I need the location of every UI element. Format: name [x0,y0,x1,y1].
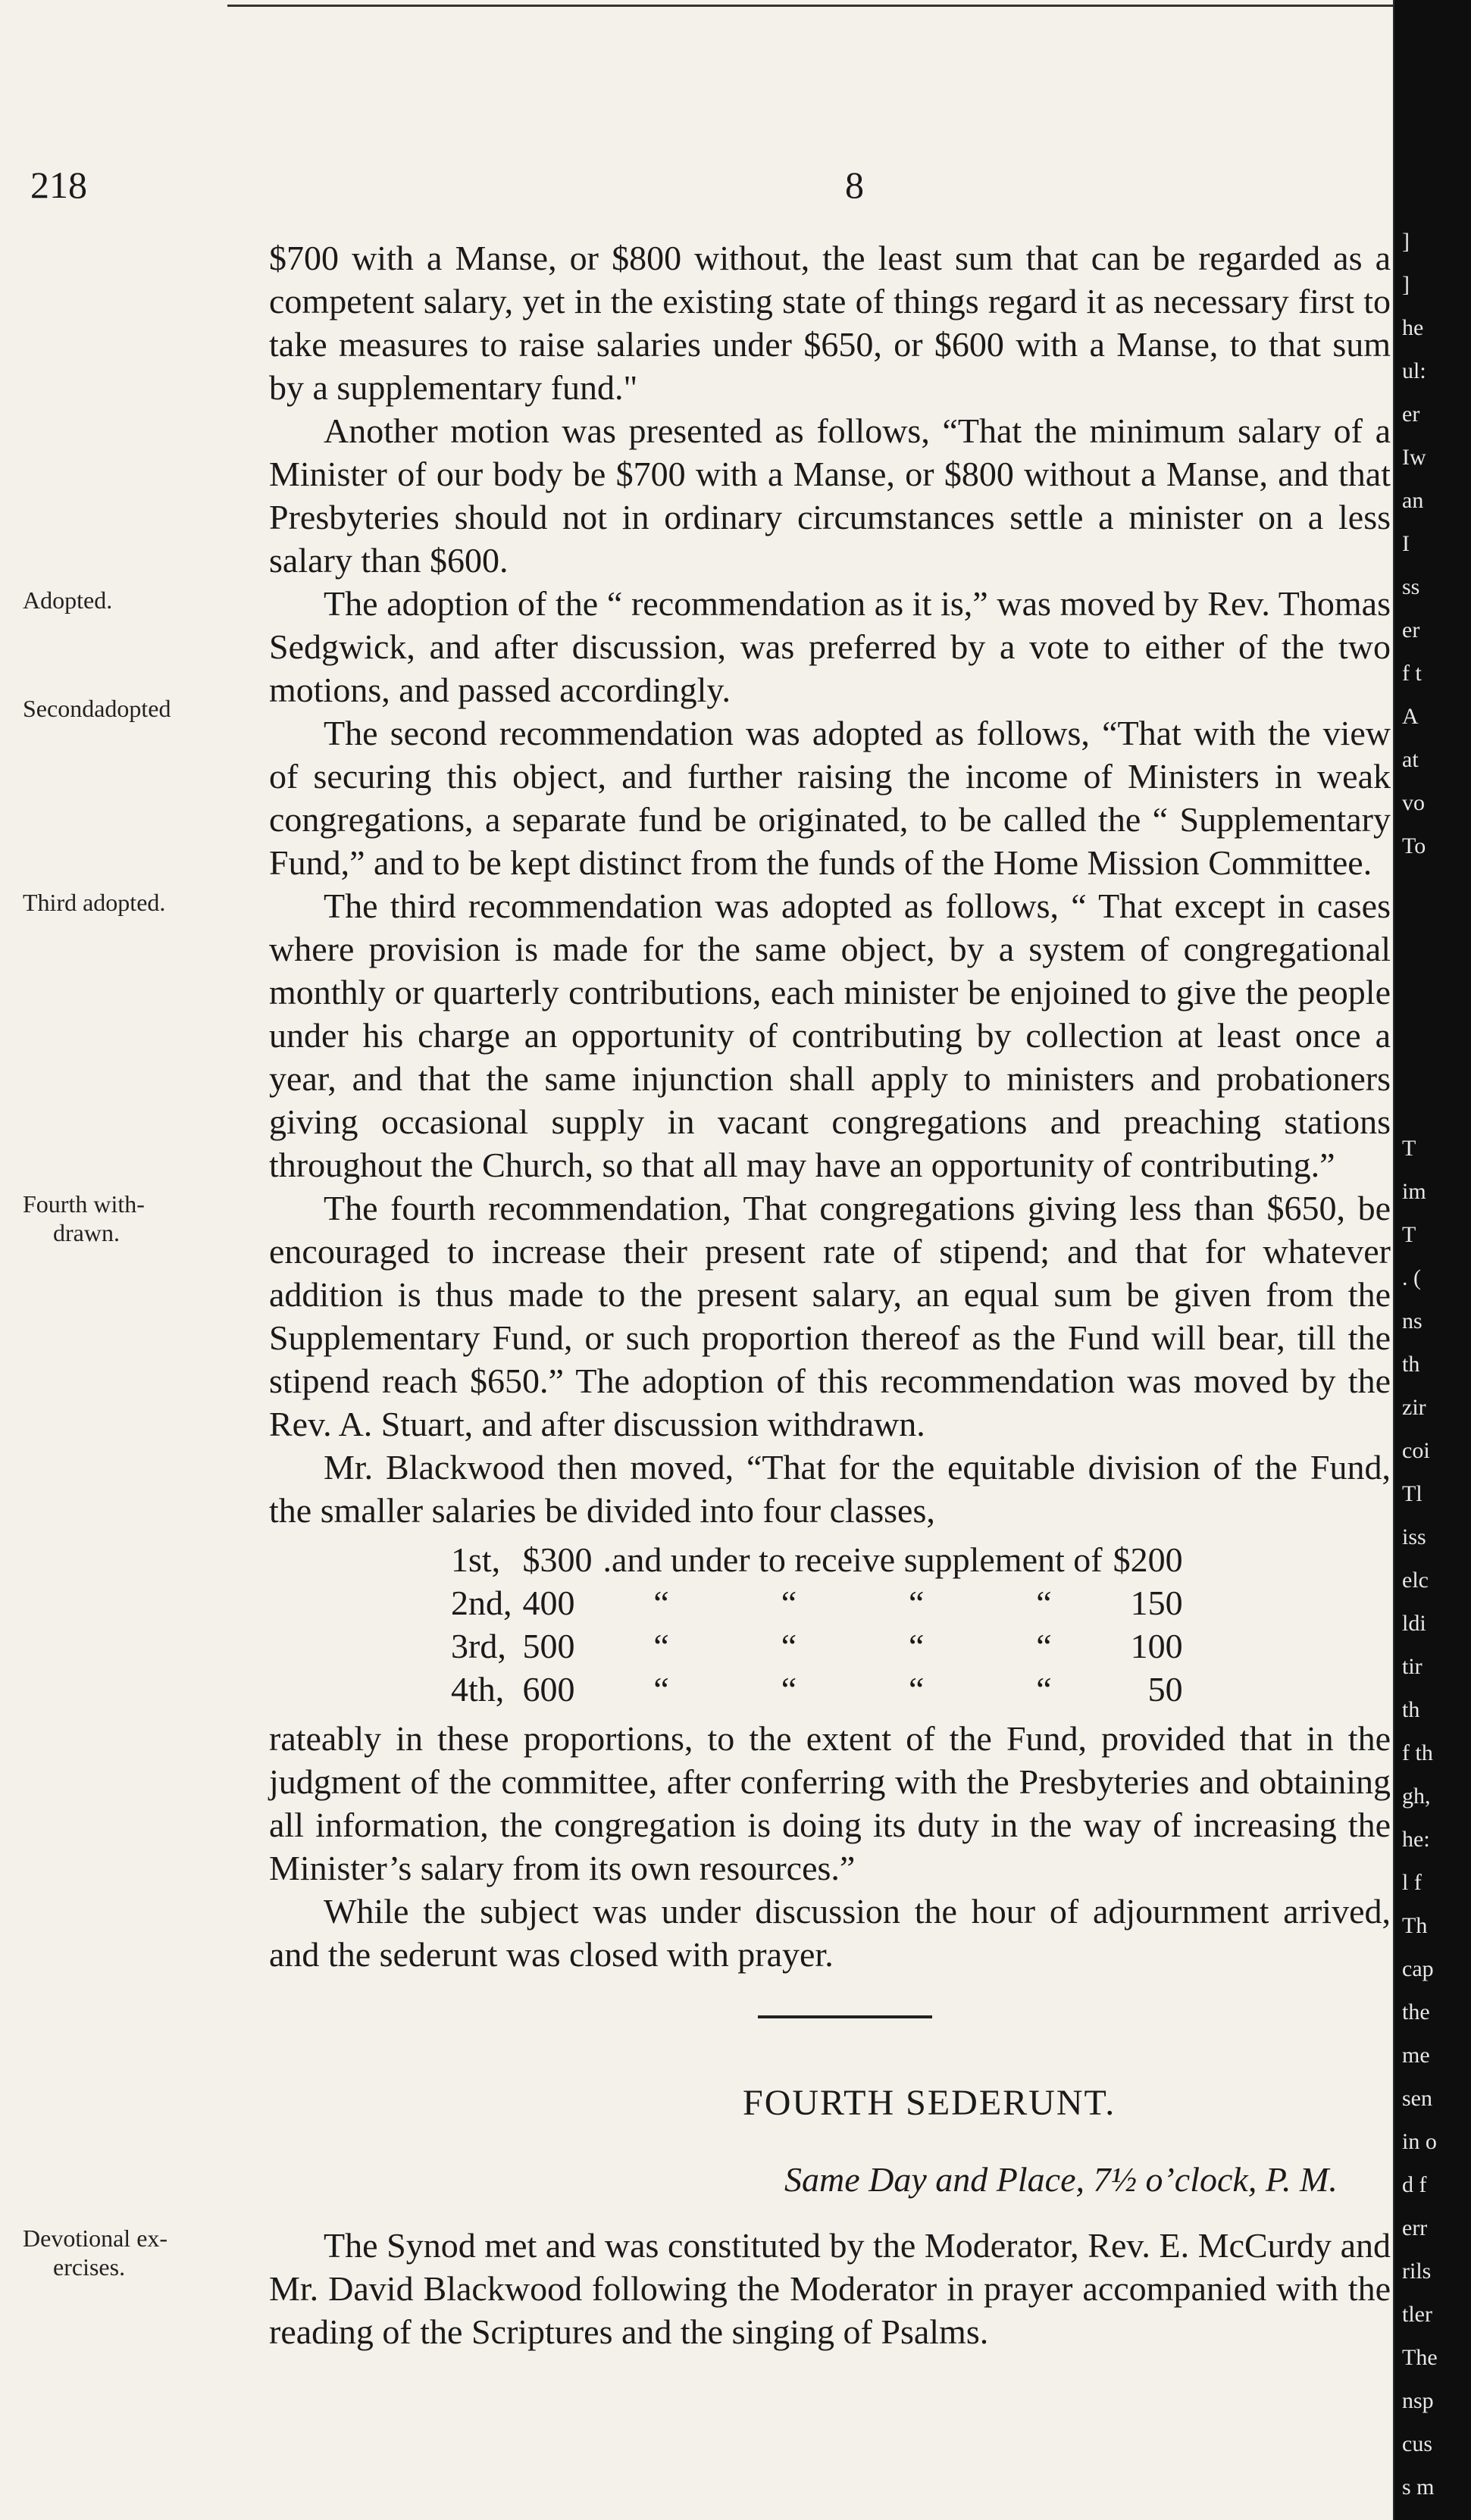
bleed-text: th [1402,1697,1420,1722]
bleed-text: nsp [1402,2388,1434,2413]
bleed-text: l f [1402,1870,1422,1895]
bleed-text: at [1402,747,1419,772]
margin-note-text: Secondadopted [23,695,171,722]
table-cell: “ [781,1627,797,1665]
bleed-text: the [1402,1999,1430,2024]
margin-note-fourth-withdrawn [23,1190,280,1247]
paragraph: rateably in these proportions, to the extent of the Fund, provided that in the judgment of the committee, after conferring with the Presbyteries and obtaining all information, the congregation is doing its duty in the way of increasing the Minister’s salary from its own resources.” [269,1719,1391,1887]
bleed-text: ns [1402,1308,1422,1333]
salary-classes-table [451,1538,1206,1711]
table-cell: 3rd, [451,1627,506,1665]
opposite-page-bleed [1402,220,1470,2509]
bleed-text: an [1402,488,1424,513]
bleed-text: s m [1402,2475,1435,2500]
paragraph: The second recommendation was adopted as follows, “That with the view of securing this object, and further raising the income of Ministers in weak congregations, a separate fund be originated, to be called the “ Supplementary Fund,” and to be kept distinct from the funds of the Home Mission Committee. [269,714,1391,882]
bleed-text: er [1402,402,1420,427]
paragraph: While the subject was under discussion the hour of adjournment arrived, and the sederunt was closed with prayer. [269,1892,1391,1974]
bleed-text: Th [1402,1913,1428,1938]
bleed-text: elc [1402,1568,1429,1593]
bleed-text: th [1402,1352,1420,1377]
bleed-text: ] [1402,272,1410,297]
bleed-text: im [1402,1179,1426,1204]
bleed-text: vo [1402,790,1425,815]
margin-note-adopted [23,586,280,614]
bleed-text: coi [1402,1438,1430,1463]
bleed-text: tir [1402,1654,1422,1679]
bleed-text [1402,997,1470,1040]
table-row [451,1624,1206,1668]
bleed-text: ] [1402,229,1410,254]
paragraph: Mr. Blackwood then moved, “That for the equitable division of the Fund, the smaller salaries be divided into four classes, [269,1448,1391,1530]
table-cell: “ [1036,1627,1052,1665]
paragraph: The third recommendation was adopted as follows, “ That except in cases where provision is made for the same object, by a system of congregational monthly or quarterly contributions, each minister be enjoined to give the people under his charge an opportunity of contributing by collection at least once a year, and that the same injunction shall apply to ministers and probationers giving occasional supply in vacant congregations and preaching stations throughout the Church, so that all may have an opportunity of contributing.” [269,886,1391,1184]
page-number: 8 [845,164,864,206]
bleed-text: cus [1402,2431,1432,2456]
bleed-text: sen [1402,2086,1432,2111]
bleed-text: iss [1402,1524,1426,1549]
table-row [451,1538,1206,1581]
margin-note-second-adopted [23,694,280,723]
section-text [269,2224,1391,2353]
table-cell: 150 [1130,1584,1183,1622]
paragraph: The Synod met and was constituted by the Moderator, Rev. E. McCurdy and Mr. David Blackwood following the Moderator in prayer accompanied with the reading of the Scriptures and the singing of Psalms. [269,2226,1391,2351]
bleed-text: cap [1402,1956,1434,1981]
bleed-text: f th [1402,1740,1433,1765]
bleed-text: . ( [1402,1265,1421,1290]
table-cell: “ [653,1627,669,1665]
bleed-text: he [1402,315,1424,340]
margin-note-third-adopted [23,888,280,917]
table-cell: 100 [1130,1627,1183,1665]
bleed-text: The [1402,2345,1438,2370]
bleed-text [1402,868,1470,911]
bleed-text: ul: [1402,358,1426,383]
bleed-text: I [1402,531,1410,556]
bleed-text: f t [1402,661,1422,686]
bleed-text: he: [1402,1827,1430,1852]
margin-note-text: Fourth with- [23,1190,145,1218]
margin-note-text: Devotional ex- [23,2225,168,2252]
section-heading: FOURTH SEDERUNT. [743,2083,1116,2123]
table-cell: $300 [522,1540,593,1579]
table-cell: 50 [1147,1670,1183,1709]
page-number-original: 218 [30,164,87,206]
paragraph: The adoption of the “ recommendation as it is,” was moved by Rev. Thomas Sedgwick, and after discussion, was preferred by a vote to either of the two motions, and passed accordingly. [269,584,1391,709]
table-cell: “ [781,1584,797,1622]
bleed-text: T [1402,1222,1416,1247]
table-cell: 2nd, [451,1584,512,1622]
table-cell: $200 [1113,1540,1183,1579]
table-cell: “ [653,1584,669,1622]
table-cell: “ [653,1670,669,1709]
table-cell: 600 [522,1670,575,1709]
table-cell: “ [1036,1670,1052,1709]
main-text [269,236,1391,1976]
bleed-text: er [1402,617,1420,643]
bleed-text: d f [1402,2172,1427,2197]
margin-note-devotional [23,2224,280,2281]
bleed-text: rils [1402,2259,1432,2284]
bleed-text: To [1402,833,1426,858]
bleed-text: err [1402,2215,1428,2240]
table-row [451,1668,1206,1711]
table-cell: 1st, [451,1540,501,1579]
bleed-text: zir [1402,1395,1426,1420]
bleed-text: tler [1402,2302,1432,2327]
bleed-text: Iw [1402,445,1426,470]
table-row [451,1581,1206,1624]
bleed-text: ldi [1402,1611,1426,1636]
bleed-text: Tl [1402,1481,1422,1506]
bleed-text: me [1402,2043,1430,2068]
table-cell: “ [908,1670,925,1709]
bleed-text: A [1402,704,1419,729]
table-cell: “ [781,1670,797,1709]
top-rule [227,5,1410,7]
table-cell: .and under to receive supplement of [602,1540,1103,1579]
bleed-text: T [1402,1136,1416,1161]
section-dateline: Same Day and Place, 7½ o’clock, P. M. [784,2160,1338,2199]
margin-note-text: drawn. [53,1219,120,1246]
table-cell: 4th, [451,1670,505,1709]
section-divider [758,2015,932,2018]
table-cell: “ [908,1627,925,1665]
table-cell: “ [908,1584,925,1622]
paragraph: The fourth recommendation, That congregations giving less than $650, be encouraged to increase their present rate of stipend; and that for whatever addition is thus made to the present salary, an equal sum be given from the Supplementary Fund, or such proportion thereof as the Fund will bear, till the stipend reach $650.” The adoption of this recommendation was moved by the Rev. A. Stuart, and after discussion withdrawn. [269,1189,1391,1443]
table-cell: “ [1036,1584,1052,1622]
bleed-text: gh, [1402,1784,1431,1809]
paragraph: $700 with a Manse, or $800 without, the least sum that can be regarded as a competent salary, yet in the existing state of things regard it as necessary first to take measures to raise salaries under $650, or $600 with a Manse, to that sum by a supplementary fund." [269,239,1391,407]
bleed-text [1402,911,1470,954]
table-cell: 500 [522,1627,575,1665]
margin-note-text: ercises. [53,2253,126,2281]
bleed-text [1402,1083,1470,1127]
bleed-text: in o [1402,2129,1437,2154]
margin-note-text: Adopted. [23,586,113,614]
bleed-text [1402,954,1470,997]
margin-note-text: Third adopted. [23,889,166,916]
paragraph: Another motion was presented as follows, “That the minimum salary of a Minister of our body be $700 with a Manse, or $800 without a Manse, and that Presbyteries should not in ordinary circumstances settle a minister on a less salary than $600. [269,411,1391,580]
bleed-text [1402,1040,1470,1083]
table-cell: 400 [522,1584,575,1622]
bleed-text: ss [1402,574,1420,599]
